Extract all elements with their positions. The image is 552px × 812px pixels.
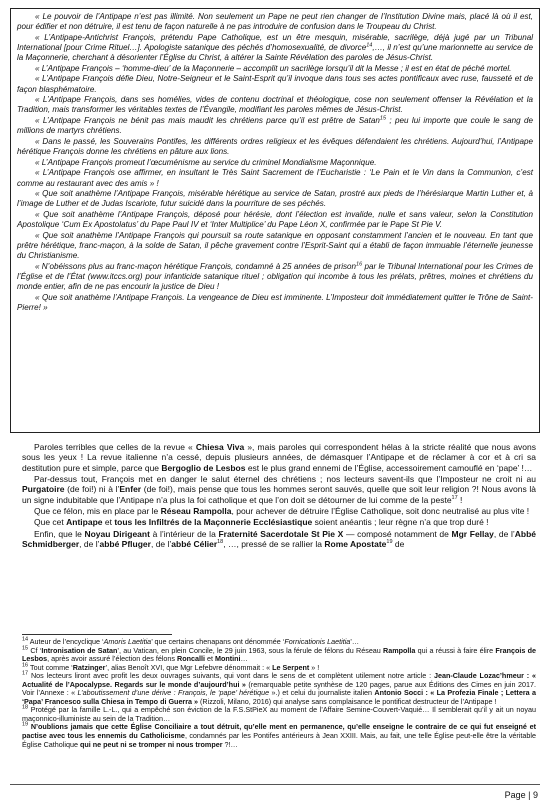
text-run: Antonio Socci : « La Profezia Finale ; Lettera a ‘Papa’ Francesco sulla Chiesa in Tempo di Guerra » [22, 688, 536, 706]
text-run: (de foi!), mais pense que tous les hommes seront sauvés, quelle que soit leur religion ?! Nous avons là un signe indubitable que l’Antipape n’a plus la foi catholique et que l’on doit se détourner de lui comme de la peste [22, 484, 536, 505]
text-run: « L’Antipape François ne bénit pas mais maudit les chrétiens parce qu’il est prêtre de Satan [35, 116, 380, 126]
text-run: ».) et celui du journaliste italien [269, 688, 375, 698]
quote-paragraph [17, 137, 533, 157]
text-run: Roncalli [177, 654, 205, 664]
quote-paragraph [17, 293, 533, 313]
text-run: Paroles terribles que celles de la revue « [34, 442, 196, 452]
text-run: Nos lecteurs liront avec profit les deux ouvrages suivants, qui vont dans le sens de et complètent utilement notre article : [28, 671, 434, 681]
quotation-box [10, 8, 540, 433]
footnote-ref: 17 [451, 494, 458, 501]
text-run: « L’Antipape François défie Dieu, Notre-Seigneur et le Saint-Esprit qu’il invoque dans tous ses actes pontificaux avec ruse, fausseté et de façon blasphématoire. [17, 74, 533, 94]
text-run: Purgatoire [22, 484, 65, 495]
text-run: « L’Antipape-Antichrist François, prétendu Pape Catholique, est un être mesquin, misérable, sacrilège, déjà jugé par un Tribunal International [pour Crime Rituel…]. Apologiste satanique des péchés d’homosexualité, de divorce [17, 32, 533, 52]
text-run: « Dans le passé, les Souverains Pontifes, les différents ordres religieux et les évêques défendaient les chrétiens. Aujourd’hui, l’Antipape hérétique François donne les chrétiens en pâture aux lions. [17, 136, 533, 157]
footnote-ref: 15 [22, 645, 29, 652]
text-run: Mgr Fellay [451, 528, 494, 539]
footnote-separator [22, 634, 172, 635]
text-run: Que ce félon, mis en place par le [34, 506, 161, 517]
text-run: par le Tribunal International pour les Crimes de l’Église et de l’État (www.itccs.org) pour infanticide satanique rituel ; obligation qui incombe à tous les prélats, prêtres, moines et chrétiens du monde entier, afin de ne pas encourir la justice de Dieu ! [17, 261, 533, 292]
quote-paragraph [17, 95, 533, 115]
text-run: Bergoglio de Lesbos [161, 462, 246, 473]
text-run: est le plus grand ennemi de l’Église, accessoirement camouflé en ‘pape’ !… [245, 462, 533, 473]
footnote-ref: 18 [22, 704, 29, 711]
page-number: Page | 9 [504, 790, 538, 800]
text-run: N’oublions jamais que cette Église Conciliaire a tout détruit, qu’elle ment en permanence, qu’elle enseigne le contraire de ce qui fut enseigné et pactise avec tous les ennemis du Catholicisme [22, 722, 536, 741]
text-run: de [392, 539, 405, 550]
body-paragraph [22, 474, 536, 505]
body-paragraph [22, 506, 536, 516]
text-run: , après avoir assuré l’élection des félons [47, 654, 178, 664]
quote-paragraph [17, 64, 533, 74]
text-run: ; peu lui importe que coule le sang de millions de martyrs chrétiens. [17, 116, 533, 136]
quote-paragraph [17, 74, 533, 94]
text-run: , de l’ [79, 539, 100, 550]
text-run: Tout comme ‘ [28, 662, 73, 672]
footnote-ref: 14 [22, 636, 29, 643]
text-run: abbé Célier [171, 539, 218, 550]
footnote-ref: 19 [22, 722, 29, 729]
text-run: Jean-Claude Lozac’hmeur : « Actualité de l’Apocalypse. Regards sur le monde d’aujourd’hui » [22, 671, 537, 689]
text-run: Chiesa Viva [195, 442, 245, 452]
text-run: « Que soit anathème l’Antipape François, déposé pour hérésie, dont l’élection est invalide, nulle et sans valeur, selon la Constitution Apostolique ‘Cum Ex Apostolatus’ du Pape Paul IV et ‘Inter Multiplice’ du Pape Léon X, confirmée par le Pape St Pie V. [17, 209, 533, 230]
quote-paragraph [17, 33, 533, 63]
text-run: » ! [309, 662, 320, 672]
body-paragraph [22, 529, 536, 550]
text-run: abbé Pfluger [99, 539, 151, 550]
quote-paragraph [17, 116, 533, 136]
text-run: (remarquable petite synthèse de 120 pages, parue aux Éditions des Cimes en juin 2017. Voir l’Annexe : « [22, 679, 536, 698]
text-run: qui ne peut ni se tromper ni nous tromper [79, 739, 223, 749]
footnote-ref: 16 [356, 261, 363, 268]
text-run: Enfin, que le [34, 528, 85, 539]
text-run: Amoris Laetitia [103, 637, 152, 646]
text-run: Abbé Schmidberger [22, 528, 536, 550]
text-run: ’, au Vatican, en plein Concile, le 29 juin 1963, sous la férule de félons du Réseau [117, 645, 384, 655]
text-run: Que cet [34, 517, 67, 528]
text-run: « N’obéissons plus au franc-maçon hérétique François, condamné à 25 années de prison [35, 261, 357, 271]
text-run: Montini [214, 654, 241, 664]
text-run: ’… [350, 637, 360, 646]
text-run: Protégé par la famille L.-L., qui a empêché son éviction de la F.S.StPieX au moment de l’Affaire Semine-Couvert-Vaquié… Il semblerait qu’il y ait un noyau maçonnico-illuministe au sein de la Tradition… [22, 705, 536, 723]
text-run: Rome Apostate [324, 539, 387, 550]
text-run: , de l’ [150, 539, 172, 550]
text-run: Cf ‘ [28, 645, 42, 655]
text-run: et [102, 517, 115, 528]
text-run: « Que soit anathème l’Antipape François, misérable hérétique au service de Satan, prostré aux pieds de l’hérésiarque Martin Luther et, à l’image de Luther et de Judas Iscariote, futur suicidé dans la pourriture de ses péchés. [17, 189, 533, 209]
text-run: « L’Antipape François, dans ses homélies, vides de contenu doctrinal et théologique, cose non seulement offenser la Révélation et la Tradition, mais transformer les véritables textes de l’Évangile, modifiant les paroles mêmes de Jésus-Christ. [17, 95, 533, 115]
quote-paragraph [17, 12, 533, 32]
text-run: — composé notamment de [343, 528, 452, 539]
footnote [22, 706, 536, 723]
text-run: Réseau Rampolla [160, 506, 232, 517]
text-run: », mais paroles qui correspondent hélas à la stricte réalité que nous avons sous les yeux ! La revue italienne n’a cessé, depuis plusieurs années, de démasquer l’Antipape et de réclamer à cor et à cri sa destitution pure et simple, parce que [22, 442, 536, 473]
text-run: ’, alias Benoît XVI, que Mgr Lefebvre dénommait : « [105, 662, 273, 672]
text-run: ’ que certains chenapans ont dénommée ‘ [151, 637, 285, 646]
quote-paragraph [17, 231, 533, 261]
text-run: Le Serpent [272, 662, 310, 672]
page-footer [10, 784, 540, 805]
body-paragraph [22, 442, 536, 473]
text-run: « Que soit anathème l’Antipape François qui poursuit sa route satanique en opposant constamment l’ancien et le nouveau. En tant que prêtre hérétique, franc-maçon, à la solde de Satan, il pêche gravement contre l’Esprit-Saint qui a établi de façon immuable l’éternelle jeunesse du Christianisme. [17, 230, 533, 261]
text-run: L’aboutissement d’une dérive : François, le ‘pape’ hérétique [77, 688, 270, 698]
text-run: qui a réussi à faire élire [415, 645, 496, 655]
footnote [22, 723, 536, 749]
footnote-ref: 15 [379, 115, 387, 122]
text-run: Auteur de l’encyclique ‘ [28, 637, 104, 646]
text-run: , …, pressé de se rallier la [223, 539, 325, 550]
text-run: Ratzinger [72, 662, 106, 672]
text-run: , condamnés par les Pontifes antérieurs à Jean XXIII. Mais, au fait, une telle Église peut-elle être la véritable Église Catholique [22, 731, 536, 749]
text-run: et [204, 654, 215, 664]
text-run: Par-dessus tout, François met en danger le salut éternel des chrétiens ; nos lecteurs savent-ils que l’Imposteur ne croit ni au [34, 474, 536, 485]
quote-paragraph [17, 168, 533, 188]
footnote-ref: 18 [217, 539, 224, 546]
footnote [22, 647, 536, 664]
text-run: « Que soit anathème l’Antipape François. La vengeance de Dieu est imminente. L’Imposteur doit immédiatement quitter le Trône de Saint-Pierre! » [17, 292, 533, 312]
article-body [22, 442, 536, 550]
text-run: « L’Antipape François – ‘homme-dieu’ de la Maçonnerie – accomplit un sacrilège lorsqu’il dit la Messe ; il est en état de péché mortel. [35, 63, 512, 73]
text-run: , pour achever de détruire l’Église Catholique, soit donc neutralisé au plus vite ! [231, 506, 530, 517]
text-run: soient anéantis ; leur règne n’a que trop duré ! [312, 517, 489, 528]
text-run: (de foi!) ni à l’ [64, 484, 120, 495]
text-run: Enfer [119, 484, 142, 495]
text-run: (Rizzoli, Milano, 2016) qui analyse sans complaisance le pontificat destructeur de l’Antipape ! [198, 696, 497, 706]
text-run: ?!… [222, 739, 238, 749]
text-run: « Le pouvoir de l’Antipape n’est pas illimité. Non seulement un Pape ne peut rien changer de l’Institution Divine mais, placé là où il est, pour édifier et non détruire, il est tenu de façon naturelle à ne pas introduire de confusion dans le Troupeau du Christ. [17, 12, 533, 32]
footnote-ref: 14 [366, 42, 373, 49]
text-run: « L’Antipape François promeut l’œcuménisme au service du criminel Mondialisme Maçonnique. [35, 157, 377, 167]
footnote-ref: 19 [386, 539, 393, 546]
text-run: Intronisation de Satan [41, 645, 118, 655]
footnote-ref: 16 [22, 662, 29, 669]
text-run: , de l’ [493, 528, 515, 539]
text-run: ,…, il n’est qu’une marionnette au service de la Maçonnerie, cherchant à désorienter l’Église du Christ, à altérer la Sainte Révélation des paroles de Jésus-Christ. [17, 42, 533, 63]
text-run: Rampolla [383, 645, 416, 655]
body-paragraph [22, 517, 536, 527]
text-run: tous les Infiltrés de la Maçonnerie Ecclésiastique [114, 517, 313, 528]
quote-paragraph [17, 158, 533, 168]
text-run: Antipape [66, 517, 103, 528]
footnote-ref: 17 [22, 670, 29, 677]
text-run: ! [457, 494, 463, 505]
text-run: Noyau Dirigeant [84, 528, 150, 539]
text-run: Fornicationis Laetitia [284, 637, 351, 646]
text-run: Fraternité Sacerdotale St Pie X [218, 528, 344, 539]
text-run: « L’Antipape François ose affirmer, en insultant le Très Saint Sacrement de l’Eucharistie : ‘Le Pain et le Vin dans la Communion, c’est comme au restaurant avec des amis » ! [17, 168, 533, 188]
footnotes-section [22, 638, 536, 749]
footnote [22, 672, 536, 706]
quote-paragraph [17, 189, 533, 209]
quote-paragraph [17, 210, 533, 230]
text-run: à l’intérieur de la [149, 528, 219, 539]
quote-paragraph [17, 262, 533, 292]
text-run: François de Lesbos [22, 645, 536, 664]
text-run: … [240, 654, 248, 664]
